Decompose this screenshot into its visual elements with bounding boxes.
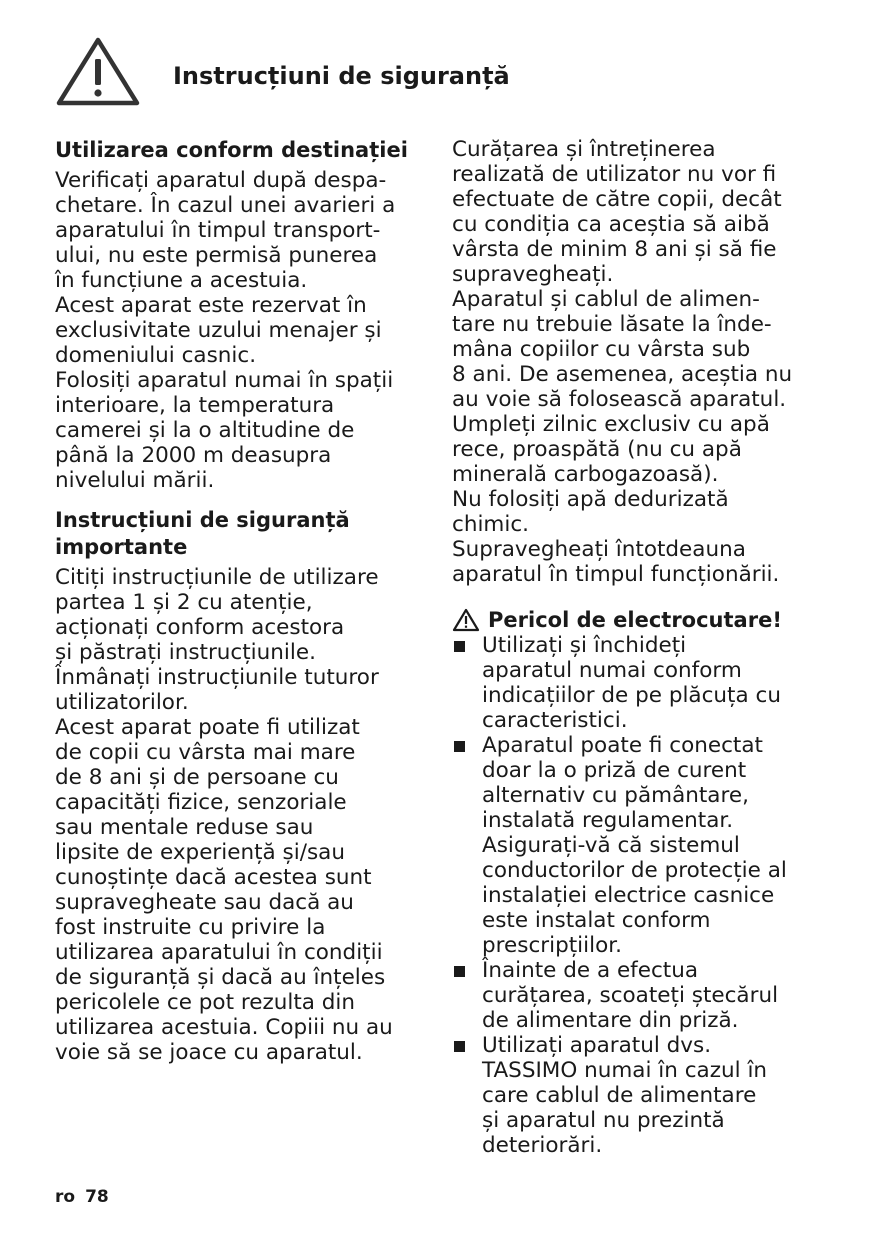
page-footer	[55, 1186, 109, 1208]
text-line: utilizarea acestuia. Copiii nu au	[55, 1015, 393, 1040]
text-line: cunoștințe dacă acestea sunt	[55, 865, 372, 890]
list-item	[452, 733, 824, 958]
text-line: utilizatorilor.	[55, 690, 189, 715]
section-heading-important-safety	[55, 507, 435, 561]
text-line: este instalat conform	[482, 908, 711, 933]
left-column	[55, 137, 435, 1065]
text-line: ului, nu este permisă punerea	[55, 243, 378, 268]
text-line: Utilizați aparatul dvs.	[482, 1033, 712, 1058]
text-line: fost instruite cu privire la	[55, 915, 326, 940]
text-line: pericolele ce pot rezulta din	[55, 990, 356, 1015]
text-line: Utilizați și închideți	[482, 633, 687, 658]
text-line: capacități fizice, senzoriale	[55, 790, 347, 815]
page-header	[55, 35, 835, 110]
bullet-square-icon	[454, 641, 465, 652]
text-line: 8 ani. De asemenea, aceștia nu	[452, 362, 793, 387]
list-item	[452, 633, 824, 733]
text-line: Folosiți aparatul numai în spații	[55, 368, 394, 393]
warning-triangle-icon	[55, 35, 141, 107]
text-line: aparatul numai conform	[482, 658, 742, 683]
text-line: cu condiția ca aceștia să aibă	[452, 212, 770, 237]
text-line: alternativ cu pământare,	[482, 783, 749, 808]
text-line: TASSIMO numai în cazul în	[482, 1058, 768, 1083]
text-line: efectuate de către copii, decât	[452, 187, 782, 212]
text-line: tare nu trebuie lăsate la înde-	[452, 312, 772, 337]
text-line: Curățarea și întreținerea	[452, 137, 716, 162]
text-line: chimic.	[452, 512, 529, 537]
cleaning-paragraph	[452, 137, 824, 587]
text-line: Asigurați-vă că sistemul	[482, 833, 740, 858]
text-line: indicațiilor de pe plăcuța cu	[482, 683, 781, 708]
text-line: sau mentale reduse sau	[55, 815, 314, 840]
text-line: de alimentare din priză.	[482, 1008, 739, 1033]
page-number: 78	[85, 1187, 109, 1207]
heading-line: Instrucțiuni de siguranță	[55, 508, 350, 532]
text-line: instalației electrice casnice	[482, 883, 775, 908]
text-line: de copii cu vârsta mai mare	[55, 740, 356, 765]
spacer	[55, 493, 435, 507]
text-line: Nu folosiți apă dedurizată	[452, 487, 729, 512]
warning-small-icon	[452, 608, 480, 632]
text-line: rece, proaspătă (nu cu apă	[452, 437, 742, 462]
text-line: de 8 ani și de persoane cu	[55, 765, 339, 790]
text-line: chetare. În cazul unei avarieri a	[55, 193, 396, 218]
text-line: Aparatul și cablul de alimen-	[452, 287, 760, 312]
text-line: Acest aparat este rezervat în	[55, 293, 367, 318]
text-line: doar la o priză de curent	[482, 758, 747, 783]
bullet-square-icon	[454, 1041, 465, 1052]
text-line: nivelului mării.	[55, 468, 215, 493]
text-line: Citiți instrucțiunile de utilizare	[55, 565, 379, 590]
danger-list	[452, 633, 824, 1158]
text-line: prescripțiilor.	[482, 933, 622, 958]
text-line: Aparatul poate fi conectat	[482, 733, 763, 758]
text-line: partea 1 și 2 cu atenție,	[55, 590, 313, 615]
text-line: supravegheați.	[452, 262, 614, 287]
text-line: mâna copiilor cu vârsta sub	[452, 337, 751, 362]
danger-heading	[452, 607, 824, 633]
spacer	[452, 587, 824, 607]
danger-heading-text: Pericol de electrocutare!	[488, 608, 782, 632]
page-title: Instrucțiuni de siguranță	[173, 62, 510, 90]
section-heading-intended-use: Utilizarea conform destinației	[55, 138, 408, 162]
text-line: aparatul în timpul funcționării.	[452, 562, 780, 587]
text-line: Umpleți zilnic exclusiv cu apă	[452, 412, 770, 437]
text-line: Acest aparat poate fi utilizat	[55, 715, 360, 740]
text-line: caracteristici.	[482, 708, 628, 733]
text-line: Verificați aparatul după despa-	[55, 168, 387, 193]
text-line: Înmânați instrucțiunile tuturor	[55, 665, 379, 690]
text-line: și păstrați instrucțiunile.	[55, 640, 316, 665]
important-safety-paragraph	[55, 565, 435, 1065]
text-line: au voie să folosească aparatul.	[452, 387, 787, 412]
text-line: camerei și la o altitudine de	[55, 418, 355, 443]
list-item	[452, 958, 824, 1033]
heading-line: importante	[55, 535, 188, 559]
language-code: ro	[55, 1187, 76, 1207]
text-line: instalată regulamentar.	[482, 808, 734, 833]
text-line: lipsite de experiență și/sau	[55, 840, 345, 865]
text-line: acționați conform acestora	[55, 615, 345, 640]
text-line: de siguranță și dacă au înțeles	[55, 965, 386, 990]
text-line: curățarea, scoateți ștecărul	[482, 983, 779, 1008]
text-line: Supravegheați întotdeauna	[452, 537, 746, 562]
text-line: vârsta de minim 8 ani și să fie	[452, 237, 777, 262]
right-column	[452, 137, 824, 1158]
text-line: supravegheate sau dacă au	[55, 890, 354, 915]
text-line: voie să se joace cu aparatul.	[55, 1040, 363, 1065]
text-line: Înainte de a efectua	[482, 958, 699, 983]
text-line: în funcțiune a acestuia.	[55, 268, 308, 293]
text-line: realizată de utilizator nu vor fi	[452, 162, 777, 187]
text-line: conductorilor de protecție al	[482, 858, 787, 883]
text-line: domeniului casnic.	[55, 343, 257, 368]
text-line: care cablul de alimentare	[482, 1083, 757, 1108]
bullet-square-icon	[454, 966, 465, 977]
bullet-square-icon	[454, 741, 465, 752]
text-line: deteriorări.	[482, 1133, 603, 1158]
text-line: minerală carbogazoasă).	[452, 462, 719, 487]
text-line: aparatului în timpul transport-	[55, 218, 381, 243]
intended-use-paragraph	[55, 168, 435, 493]
text-line: interioare, la temperatura	[55, 393, 335, 418]
text-line: exclusivitate uzului menajer și	[55, 318, 382, 343]
text-line: utilizarea aparatului în condiții	[55, 940, 383, 965]
text-line: până la 2000 m deasupra	[55, 443, 332, 468]
text-line: și aparatul nu prezintă	[482, 1108, 725, 1133]
list-item	[452, 1033, 824, 1158]
